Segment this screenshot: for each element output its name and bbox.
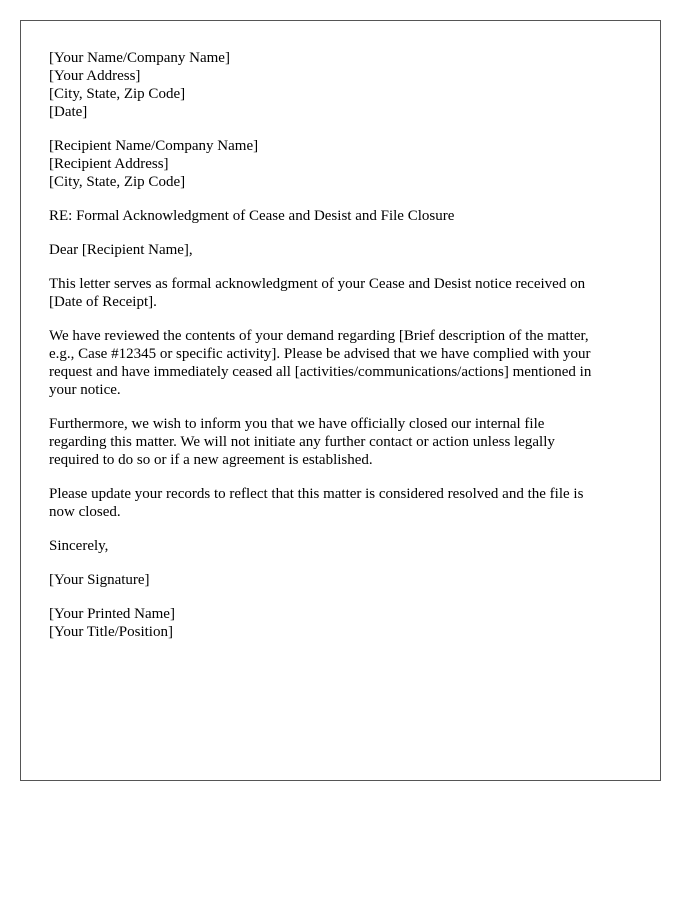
salutation: [49, 241, 639, 259]
body-line: regarding this matter. We will not initiate any further contact or action unless legally: [49, 434, 555, 450]
recipient-name: [Recipient Name/Company Name]: [49, 138, 259, 154]
body-paragraph-2: [49, 327, 639, 399]
recipient-address: [Recipient Address]: [49, 156, 169, 172]
subject-text: RE: Formal Acknowledgment of Cease and Desist and File Closure: [49, 208, 455, 224]
body-line: Furthermore, we wish to inform you that we have officially closed our internal file: [49, 416, 545, 432]
sender-city: [City, State, Zip Code]: [49, 86, 186, 102]
body-line: required to do so or if a new agreement is established.: [49, 452, 373, 468]
body-line: your notice.: [49, 382, 121, 398]
sender-address: [Your Address]: [49, 68, 141, 84]
signoff-block: [49, 605, 639, 641]
body-line: request and have immediately ceased all [activities/communications/actions] mentioned in: [49, 364, 592, 380]
sender-block: [49, 49, 639, 121]
subject-line: [49, 207, 639, 225]
letter-page: [20, 20, 661, 781]
recipient-block: [49, 137, 639, 191]
body-line: [Date of Receipt].: [49, 294, 157, 310]
letter-content: [49, 49, 639, 657]
closing-text: Sincerely,: [49, 538, 109, 554]
body-paragraph-4: [49, 485, 639, 521]
closing: [49, 537, 639, 555]
signature: [49, 571, 639, 589]
signature-text: [Your Signature]: [49, 572, 150, 588]
body-line: We have reviewed the contents of your demand regarding [Brief description of the matter,: [49, 328, 589, 344]
body-line: e.g., Case #12345 or specific activity]. Please be advised that we have complied with your: [49, 346, 591, 362]
body-line: Please update your records to reflect that this matter is considered resolved and the file is: [49, 486, 584, 502]
body-line: This letter serves as formal acknowledgment of your Cease and Desist notice received on: [49, 276, 586, 292]
sender-name: [Your Name/Company Name]: [49, 50, 230, 66]
printed-name: [Your Printed Name]: [49, 606, 175, 622]
body-line: now closed.: [49, 504, 121, 520]
title-position: [Your Title/Position]: [49, 624, 173, 640]
salutation-text: Dear [Recipient Name],: [49, 242, 193, 258]
recipient-city: [City, State, Zip Code]: [49, 174, 186, 190]
body-paragraph-1: [49, 275, 639, 311]
letter-date: [Date]: [49, 104, 88, 120]
body-paragraph-3: [49, 415, 639, 469]
